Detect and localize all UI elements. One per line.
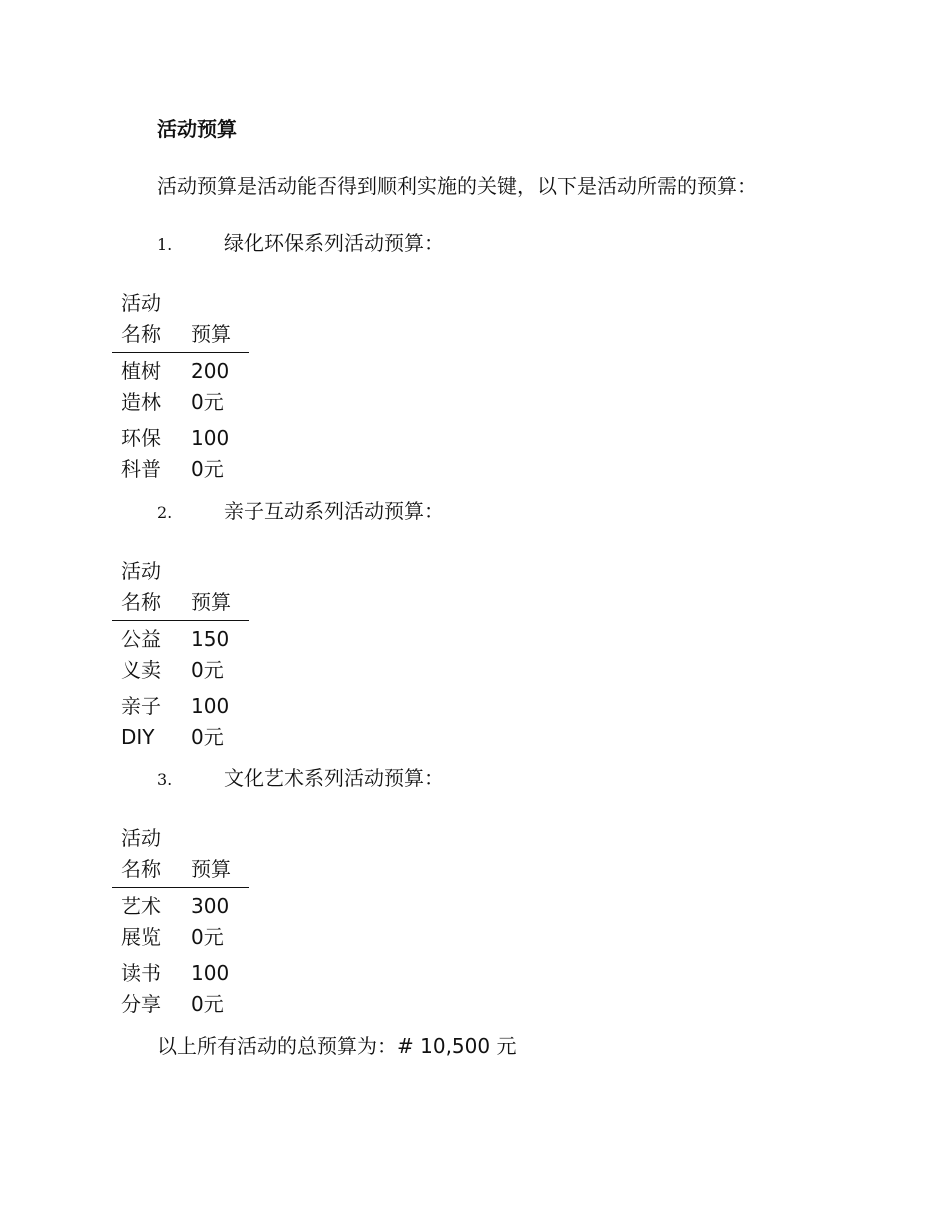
cell-budget: 3000元: [191, 894, 230, 949]
column-header-name: 活动名称: [112, 288, 175, 353]
section-title-1: [157, 229, 444, 259]
section-title-text: 绿化环保系列活动预算：: [224, 231, 444, 255]
cell-budget: 1000元: [191, 961, 230, 1016]
table-header-row: [112, 823, 249, 888]
column-header-budget: 预算: [175, 288, 249, 353]
table-header-row: [112, 288, 249, 353]
cell-budget: 2000元: [191, 359, 230, 414]
cell-activity-name: 公益义卖: [121, 627, 161, 682]
budget-table-1: [112, 288, 249, 487]
cell-budget: 1000元: [191, 426, 230, 481]
section-title-text: 亲子互动系列活动预算：: [224, 499, 444, 523]
total-budget-text: 以上所有活动的总预算为：# 10,500 元: [157, 1034, 517, 1058]
table-row: [112, 621, 249, 689]
table-row: [112, 888, 249, 956]
column-header-budget: 预算: [175, 556, 249, 621]
cell-activity-name: 植树造林: [121, 359, 161, 414]
table-row: [112, 353, 249, 421]
intro-paragraph: 活动预算是活动能否得到顺利实施的关键，以下是活动所需的预算：: [157, 174, 757, 198]
cell-activity-name: 读书分享: [121, 961, 161, 1016]
budget-table-2: [112, 556, 249, 755]
cell-budget: 1500元: [191, 627, 230, 682]
section-number: 2.: [157, 503, 173, 522]
column-header-name: 活动名称: [112, 823, 175, 888]
cell-budget: 1000元: [191, 694, 230, 749]
section-title-3: [157, 764, 444, 794]
table-row: [112, 420, 249, 487]
cell-activity-name: 环保科普: [121, 426, 161, 481]
cell-activity-name: 艺术展览: [121, 894, 161, 949]
table-header-row: [112, 556, 249, 621]
section-number: 3.: [157, 770, 173, 789]
table-row: [112, 955, 249, 1022]
budget-table-3: [112, 823, 249, 1022]
section-title-2: [157, 497, 444, 527]
column-header-budget: 预算: [175, 823, 249, 888]
section-title-text: 文化艺术系列活动预算：: [224, 766, 444, 790]
cell-activity-name: 亲子DIY: [121, 694, 161, 749]
table-row: [112, 688, 249, 755]
section-number: 1.: [157, 235, 173, 254]
column-header-name: 活动名称: [112, 556, 175, 621]
page-title: 活动预算: [157, 117, 237, 141]
